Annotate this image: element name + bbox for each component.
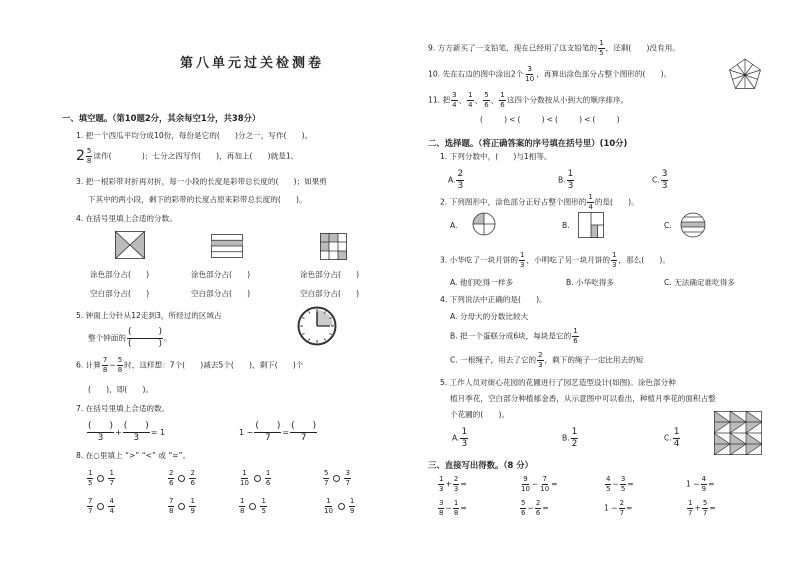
q2-5-option-a: A. $\frac{1}{3}$ — [452, 427, 468, 449]
s3-calc-2: $\frac{9}{10}$ − $\frac{7}{10}$ = — [521, 475, 558, 493]
q1-5-line1: 5. 钟面上分针从12走到3，所经过的区域占 — [76, 311, 222, 320]
q1-4-shaded-2: 涂色部分占( ) — [191, 270, 251, 279]
compare-circle[interactable] — [97, 475, 104, 482]
q1-10: 10. 先在右边的图中涂出2个 $\frac{3}{10}$ ，再算出涂色部分占整个图形的( )。 — [428, 65, 672, 83]
q1-3-line2: 下其中的两小段，剩下的彩带的长度占原来彩带总长度的( )。 — [88, 195, 307, 204]
compare-circle[interactable] — [249, 503, 256, 510]
fraction: $\frac{7}{10}$ — [540, 475, 550, 493]
q2-3: 3. 小华吃了一块月饼的 $\frac{1}{3}$ ，小明吃了另一块月饼的 $\frac{1}{3}$ ，那么( )。 — [440, 251, 670, 269]
q2-2-striped-circle-figure — [680, 212, 706, 238]
q1-9: 9. 方方新买了一支铅笔，现在已经用了这支铅笔的 $\frac{1}{5}$ ，还剩( )没有用。 — [428, 39, 680, 57]
q1-4-blank-2: 空白部分占( ) — [191, 289, 251, 298]
q2-2: 2. 下列图形中，涂色部分正好占整个图形的 $\frac{1}{4}$ 的是( )。 — [440, 193, 639, 211]
q1-4: 4. 在括号里填上合适的分数。 — [76, 214, 177, 223]
fraction: $\frac{1}{7}$ — [688, 499, 693, 517]
q1-4-blank-1: 空白部分占( ) — [90, 289, 150, 298]
section-3-heading: 三、直接写出得数。（8 分） — [428, 460, 534, 470]
q2-3-option-c: C. 无法确定谁吃得多 — [664, 278, 735, 287]
compare-circle[interactable] — [333, 475, 340, 482]
q2-3-option-b: B. 小华吃得多 — [566, 278, 615, 287]
compare-circle[interactable] — [338, 503, 345, 510]
fraction: $\frac{2}{6}$ — [169, 469, 174, 487]
fraction: $\frac{2}{7}$ — [619, 499, 625, 517]
q1-8-compare-1 — [86, 470, 116, 487]
page-title: 第八单元过关检测卷 — [180, 56, 325, 71]
fraction: $\frac{1}{8}$ — [453, 499, 459, 517]
section-1-heading: 一、填空题。（第10题2分，其余每空1分，共38分） — [62, 113, 261, 123]
fraction: $\frac{4}{9}$ — [701, 475, 707, 493]
q1-8: 8. 在○里填上 “>” “<” 或 “=”。 — [76, 451, 191, 460]
q1-5-line2: 整个钟面的 ( ) ( ) 。 — [88, 327, 172, 349]
q2-2-circle-figure — [472, 212, 496, 236]
s3-calc-1: $\frac{1}{3}$ + $\frac{2}{3}$ = — [439, 475, 467, 493]
q2-1-option-b: B. $\frac{1}{3}$ — [558, 169, 574, 191]
q2-3-option-a: A. 他们吃得一样多 — [450, 278, 514, 287]
q2-2-square-figure — [578, 212, 604, 238]
fraction: $\frac{3}{8}$ — [439, 499, 444, 517]
q1-6-line1: 6. 计算 $\frac{7}{8}$ − $\frac{5}{8}$ 时，这样想：7个( )减去5个( )，剩下( )个 — [76, 356, 304, 374]
q2-4-option-b: B. 把一个蛋糕分成6块，每块是它的 $\frac{1}{6}$ — [450, 327, 578, 345]
section-2-heading: 二、选择题。（将正确答案的序号填在括号里）(10分) — [428, 138, 628, 148]
fraction: $\frac{1}{8}$ — [240, 497, 245, 515]
fraction: $\frac{1}{6}$ — [500, 91, 505, 109]
fraction: $\frac{2}{6}$ — [190, 469, 195, 487]
q1-4-figure-grid — [320, 233, 347, 260]
q1-7-equation-b: 1 − ( ) 7 = ( ) 7 — [239, 421, 317, 443]
q1-3-line1: 3. 把一根彩带对折再对折，每一小段的长度是彩带总长度的( )；如果剪 — [76, 177, 327, 186]
s3-calc-7: 1 − $\frac{2}{7}$ = — [604, 499, 633, 517]
compare-circle[interactable] — [178, 475, 185, 482]
fraction: $\frac{1}{5}$ — [88, 469, 93, 487]
q1-8-compare-2 — [167, 470, 197, 487]
q2-5-option-c: C. $\frac{1}{4}$ — [664, 427, 680, 449]
fraction: $\frac{5}{7}$ — [702, 499, 708, 517]
q2-4-option-a: A. 分母大的分数比较大 — [450, 312, 529, 321]
q1-4-blank-3: 空白部分占( ) — [300, 289, 360, 298]
q2-4-option-c: C. 一根绳子，用去了它的 $\frac{2}{3}$ ，剩下的绳子一定比用去的短 — [450, 351, 644, 369]
q1-8-compare-7 — [238, 498, 268, 515]
fraction: $\frac{1}{4}$ — [468, 91, 473, 109]
fraction: $\frac{1}{5}$ — [261, 497, 266, 515]
q2-5-line2: 植月季花，空白部分种植郁金香，从示意图中可以看出，种植月季花的面积占整 — [450, 394, 716, 403]
q1-4-figure-stripes — [211, 234, 243, 258]
q1-6-line2: ( )，即( )。 — [88, 385, 154, 394]
q2-5-line3: 个花圃的( )。 — [450, 410, 510, 419]
fraction: $\frac{3}{4}$ — [452, 91, 457, 109]
compare-circle[interactable] — [254, 475, 261, 482]
q1-11: 11. 把 $\frac{3}{4}$ 、 $\frac{1}{4}$ 、 $\frac{5}{6}$ 、 $\frac{1}{6}$ 这四个分数按从小到大的顺序排序。 — [428, 91, 629, 109]
q2-1-option-c: C. $\frac{3}{3}$ — [652, 169, 668, 191]
q2-1-option-a: A. $\frac{2}{3}$ — [448, 169, 464, 191]
fraction: $\frac{1}{10}$ — [324, 497, 333, 515]
q1-4-figure-square — [115, 231, 145, 259]
fraction: $\frac{2}{6}$ — [535, 499, 541, 517]
fraction: $\frac{2}{3}$ — [453, 475, 459, 493]
fraction: $\frac{1}{6}$ — [265, 469, 271, 487]
q2-5-line1: 5. 工作人员对街心花园的花圃进行了园艺造型设计(如图)。涂色部分种 — [440, 378, 676, 387]
q1-2: 2 $\frac{5}{8}$ 读作( )；七分之四写作( )，再加上( )就是1。 — [76, 147, 299, 165]
fraction: $\frac{1}{7}$ — [109, 469, 114, 487]
s3-calc-3: $\frac{4}{5}$ − $\frac{3}{5}$ = — [606, 475, 634, 493]
fraction: $\frac{5}{6}$ — [521, 499, 526, 517]
compare-circle[interactable] — [178, 503, 185, 510]
fraction: $\frac{9}{10}$ — [521, 475, 530, 493]
garden-figure — [714, 411, 762, 455]
q1-5-blank-fraction: ( ) ( ) — [127, 327, 162, 349]
q1-4-shaded-1: 涂色部分占( ) — [90, 270, 150, 279]
fraction: $\frac{3}{5}$ — [620, 475, 626, 493]
fraction: $\frac{3}{7}$ — [345, 469, 350, 487]
q1-1: 1. 把一个西瓜平均分成10份，每份是它的( )分之一，写作( )。 — [76, 131, 313, 140]
fraction: $\frac{5}{6}$ — [484, 91, 489, 109]
s3-calc-4: 1 − $\frac{4}{9}$ = — [686, 475, 715, 493]
q2-1: 1. 下列分数中，( )与1相等。 — [440, 152, 552, 161]
fraction: $\frac{1}{9}$ — [349, 497, 355, 515]
q2-2-option-c: C. — [664, 221, 672, 230]
mixed-whole: 2 — [76, 148, 85, 165]
q1-8-compare-4 — [322, 470, 352, 487]
s3-calc-5: $\frac{3}{8}$ − $\frac{1}{8}$ = — [439, 499, 467, 517]
fraction: $\frac{1}{3}$ — [439, 475, 444, 493]
q1-7-equation-a: ( ) 3 + ( ) 3 = 1 — [88, 421, 166, 443]
fraction: $\frac{4}{5}$ — [606, 475, 611, 493]
q1-2-fraction: $\frac{5}{8}$ — [86, 147, 92, 165]
compare-circle[interactable] — [97, 503, 104, 510]
fraction: $\frac{1}{10}$ — [240, 469, 249, 487]
s3-calc-8: $\frac{1}{7}$ + $\frac{5}{7}$ = — [688, 499, 716, 517]
s3-calc-6: $\frac{5}{6}$ − $\frac{2}{6}$ = — [521, 499, 549, 517]
q1-8-compare-6 — [167, 498, 197, 515]
fraction: $\frac{5}{7}$ — [324, 469, 329, 487]
fraction: $\frac{7}{8}$ — [169, 497, 174, 515]
q1-11-answer-line: ( )<( )<( )<( ) — [480, 115, 622, 124]
clock-icon — [297, 306, 337, 346]
q2-2-option-a: A. — [450, 221, 458, 230]
q2-2-option-b: B. — [562, 221, 570, 230]
fraction: $\frac{7}{7}$ — [88, 497, 93, 515]
fraction: $\frac{1}{9}$ — [190, 497, 195, 515]
fraction: $\frac{4}{4}$ — [109, 497, 114, 515]
q1-8-compare-8 — [322, 498, 356, 515]
q1-8-compare-5 — [86, 498, 116, 515]
q1-4-shaded-3: 涂色部分占( ) — [300, 270, 360, 279]
q1-7: 7. 在括号里填上合适的数。 — [76, 404, 170, 413]
q2-5-option-b: B. $\frac{1}{2}$ — [562, 427, 578, 449]
q2-4: 4. 下列说法中正确的是( )。 — [440, 295, 547, 304]
q1-8-compare-3 — [238, 470, 272, 487]
pentagon-figure — [728, 58, 762, 90]
